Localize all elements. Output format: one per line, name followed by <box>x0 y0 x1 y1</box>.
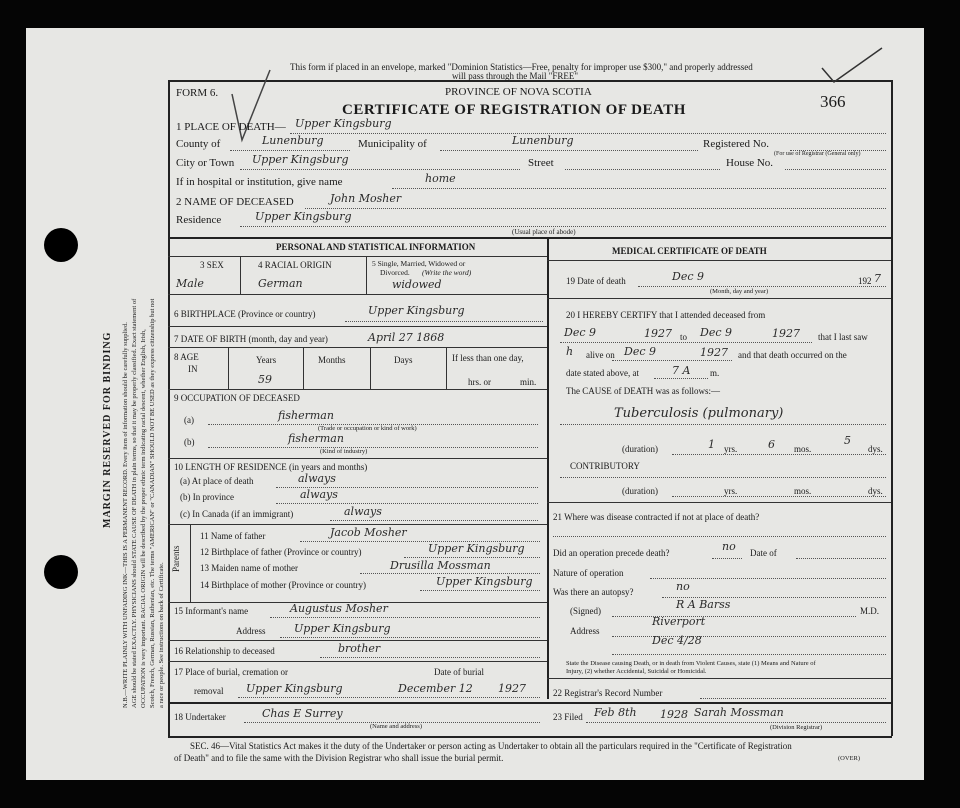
residence-note: (Usual place of abode) <box>512 228 576 236</box>
less-than-day-label: If less than one day, <box>452 353 524 363</box>
age-label-2: IN <box>188 364 198 374</box>
hospital-label: If in hospital or institution, give name <box>176 176 343 188</box>
mos-label: mos. <box>794 444 812 454</box>
attended-from-year: 1927 <box>644 327 672 340</box>
date-of-death-year-prefix: 192 <box>858 276 872 286</box>
margin-note-5: a race or people. See instructions on back of Certificate. <box>158 562 165 708</box>
sec46-line1: SEC. 46—Vital Statistics Act makes it the duty of the Undertaker or person acting as Undertaker to obtain all the particulars required in the "Certificate of Registration <box>190 741 792 751</box>
binding-hole-bottom <box>44 555 78 589</box>
duration-days-value: 5 <box>844 434 851 447</box>
last-saw-label: that I last saw <box>818 332 868 342</box>
filed-year-value: 1928 <box>660 708 688 721</box>
sec46-line2: of Death" and to file the same with the Division Registrar who shall issue the burial permit. <box>174 753 504 763</box>
province-title: PROVINCE OF NOVA SCOTIA <box>445 86 592 98</box>
autopsy-value: no <box>676 580 690 593</box>
birthplace-label: 6 BIRTHPLACE (Province or country) <box>174 309 316 319</box>
binding-hole-top <box>44 228 78 262</box>
checkmark-icon <box>818 44 888 88</box>
city-value: Upper Kingsburg <box>252 153 349 166</box>
residence-c-label: (c) In Canada (if an immigrant) <box>180 509 294 519</box>
place-of-death-label: 1 PLACE OF DEATH— <box>176 121 286 133</box>
personal-section-title: PERSONAL AND STATISTICAL INFORMATION <box>276 242 476 252</box>
name-of-deceased-value: John Mosher <box>330 192 402 205</box>
mother-name-label: 13 Maiden name of mother <box>200 563 298 573</box>
duration-label: (duration) <box>622 444 658 454</box>
age-years-label: Years <box>256 355 277 365</box>
informant-label: 15 Informant's name <box>174 606 249 616</box>
mother-name-value: Drusilla Mossman <box>390 559 491 572</box>
birthplace-value: Upper Kingsburg <box>368 304 465 317</box>
burial-year-value: 1927 <box>498 682 526 695</box>
burial-place-value: Upper Kingsburg <box>246 682 343 695</box>
violent-causes-note-1: State the Disease causing Death, or in death from Violent Causes, state (1) Means and Nature of <box>566 660 816 667</box>
occupation-b-value: fisherman <box>288 432 344 445</box>
operation-value: no <box>722 540 736 553</box>
postal-notice-line1: This form if placed in an envelope, marked "Dominion Statistics—Free, penalty for improper use $300," and properly addressed <box>290 62 753 72</box>
county-label: County of <box>176 138 221 150</box>
time-m-label: m. <box>710 368 720 378</box>
undertaker-label: 18 Undertaker <box>174 712 226 722</box>
marital-label-3: (Write the word) <box>422 268 472 277</box>
mother-birthplace-value: Upper Kingsburg <box>436 575 533 588</box>
marital-label-1: 5 Single, Married, Widowed or <box>372 259 466 268</box>
violent-causes-note-2: Injury, (2) whether Accidental, Suicidal or Homicidal. <box>566 668 707 675</box>
dob-value: April 27 1868 <box>368 331 445 344</box>
occupation-a-label: (a) <box>184 415 194 425</box>
residence-a-label: (a) At place of death <box>180 476 254 486</box>
hrs-label: hrs. or <box>468 377 491 387</box>
contributory-duration-label: (duration) <box>622 486 658 496</box>
residence-a-value: always <box>298 472 336 485</box>
registrar-note: (For use of Registrar (General only) <box>774 151 861 157</box>
contributory-mos-label: mos. <box>794 486 812 496</box>
death-occurred-label: and that death occurred on the <box>738 350 847 360</box>
residence-b-label: (b) In province <box>180 492 234 502</box>
alive-on-value: Dec 9 <box>624 345 656 358</box>
cause-of-death-label: The CAUSE of DEATH was as follows:— <box>566 386 720 396</box>
age-years-value: 59 <box>258 373 272 386</box>
alive-on-label: alive on <box>586 350 615 360</box>
attended-from-value: Dec 9 <box>564 326 596 339</box>
informant-address-value: Upper Kingsburg <box>294 622 391 635</box>
age-label-1: 8 AGE <box>174 352 199 362</box>
signed-label: (Signed) <box>570 606 601 616</box>
form-number: FORM 6. <box>176 87 219 99</box>
physician-address-label: Address <box>570 626 600 636</box>
undertaker-note: (Name and address) <box>370 723 422 730</box>
occupation-b-label: (b) <box>184 437 195 447</box>
residence-b-value: always <box>300 488 338 501</box>
margin-note-2: AGE should be stated EXACTLY. PHYSICIANS should STATE CAUSE OF DEATH in plain terms, so that it may be properly classified. Exact statement of <box>131 298 138 708</box>
contributory-yrs-label: yrs. <box>724 486 738 496</box>
filed-date-value: Feb 8th <box>594 706 637 719</box>
operation-label: Did an operation precede death? <box>553 548 670 558</box>
attended-to-year: 1927 <box>772 327 800 340</box>
hospital-value: home <box>425 172 456 185</box>
physician-sign-date: Dec 4/28 <box>652 634 702 647</box>
racial-origin-label: 4 RACIAL ORIGIN <box>258 260 332 270</box>
physician-signature: R A Barss <box>676 598 731 611</box>
dys-label: dys. <box>868 444 883 454</box>
municipality-value: Lunenburg <box>512 134 574 147</box>
division-registrar-label: (Division Registrar) <box>770 724 823 731</box>
yrs-label: yrs. <box>724 444 738 454</box>
to-label: to <box>680 332 688 342</box>
contributory-label: CONTRIBUTORY <box>570 461 640 471</box>
occupation-a-value: fisherman <box>278 409 334 422</box>
date-of-death-label: 19 Date of death <box>566 276 626 286</box>
date-of-death-value: Dec 9 <box>672 270 704 283</box>
residence-label: Residence <box>176 214 222 226</box>
frame-bottom <box>168 736 892 738</box>
physician-address-value: Riverport <box>652 615 706 628</box>
date-of-death-note: (Month, day and year) <box>710 288 769 295</box>
division-registrar-signature: Sarah Mossman <box>694 706 784 719</box>
date-stated-label: date stated above, at <box>566 368 639 378</box>
relationship-value: brother <box>338 642 381 655</box>
time-of-death-value: 7 A <box>672 364 691 377</box>
mother-birthplace-label: 14 Birthplace of mother (Province or country) <box>200 580 366 590</box>
duration-years-value: 1 <box>708 438 715 451</box>
father-birthplace-value: Upper Kingsburg <box>428 542 525 555</box>
name-of-deceased-label: 2 NAME OF DECEASED <box>176 196 294 208</box>
street-label: Street <box>528 157 554 169</box>
occupation-b-note: (Kind of industry) <box>320 448 368 455</box>
duration-months-value: 6 <box>768 438 775 451</box>
operation-date-label: Date of <box>750 548 777 558</box>
contributory-dys-label: dys. <box>868 486 883 496</box>
marital-value: widowed <box>392 278 442 291</box>
certify-label: 20 I HEREBY CERTIFY that I attended deceased from <box>566 310 766 320</box>
county-value: Lunenburg <box>262 134 324 147</box>
relationship-label: 16 Relationship to deceased <box>174 646 275 656</box>
father-name-value: Jacob Mosher <box>330 526 407 539</box>
house-no-label: House No. <box>726 157 774 169</box>
registered-no-label: Registered No. <box>703 138 769 150</box>
autopsy-label: Was there an autopsy? <box>553 587 634 597</box>
burial-label: 17 Place of burial, cremation or <box>174 667 288 677</box>
margin-reserved-label: MARGIN RESERVED FOR BINDING <box>102 331 113 528</box>
marital-label-2: Divorced. <box>380 268 410 277</box>
medical-section-title: MEDICAL CERTIFICATE OF DEATH <box>612 246 767 256</box>
registrar-record-label: 22 Registrar's Record Number <box>553 688 663 698</box>
father-name-label: 11 Name of father <box>200 531 266 541</box>
margin-note-3: OCCUPATION is very important. RACIAL ORIGIN will be described by the proper ethnic term indicating racial descent, whether English, Irish, <box>140 329 147 708</box>
sex-value: Male <box>176 277 204 290</box>
age-days-label: Days <box>394 355 413 365</box>
date-of-death-year: 7 <box>874 272 881 285</box>
informant-address-label: Address <box>236 626 266 636</box>
certificate-number: 366 <box>820 92 846 111</box>
column-divider <box>547 237 549 699</box>
burial-date-value: December 12 <box>398 682 473 695</box>
occupation-a-note: (Trade or occupation or kind of work) <box>318 425 417 432</box>
cause-of-death-value: Tuberculosis (pulmonary) <box>614 406 784 421</box>
residence-length-label: 10 LENGTH OF RESIDENCE (in years and months) <box>174 462 368 472</box>
md-label: M.D. <box>860 606 880 616</box>
over-label: (OVER) <box>838 755 861 762</box>
postal-notice-line2: will pass through the Mail "FREE" <box>452 71 579 81</box>
alive-on-year: 1927 <box>700 346 728 359</box>
filed-label: 23 Filed <box>553 712 583 722</box>
place-of-death-value: Upper Kingsburg <box>295 117 392 130</box>
sex-label: 3 SEX <box>200 260 224 270</box>
parents-label: Parents <box>171 545 181 572</box>
operation-nature-label: Nature of operation <box>553 568 624 578</box>
residence-c-value: always <box>344 505 382 518</box>
alive-prefix-value: h <box>566 345 574 358</box>
frame-right <box>891 80 893 736</box>
residence-value: Upper Kingsburg <box>255 210 352 223</box>
informant-value: Augustus Mosher <box>290 602 388 615</box>
frame-left <box>168 80 170 736</box>
burial-date-label: Date of burial <box>434 667 484 677</box>
removal-label: removal <box>194 686 224 696</box>
contracted-label: 21 Where was disease contracted if not at place of death? <box>553 512 760 522</box>
occupation-label: 9 OCCUPATION OF DECEASED <box>174 393 300 403</box>
racial-origin-value: German <box>258 277 303 290</box>
municipality-label: Municipality of <box>358 138 427 150</box>
city-label: City or Town <box>176 157 235 169</box>
attended-to-value: Dec 9 <box>700 326 732 339</box>
age-months-label: Months <box>318 355 346 365</box>
father-birthplace-label: 12 Birthplace of father (Province or country) <box>200 547 362 557</box>
margin-note-4: Scotch, French, German, Russian, Ruthenian, etc. The terms "AMERICAN" or "CANADIAN" SHOULD NOT BE USED as they express citizenship but not <box>149 298 156 708</box>
margin-note-1: N.B.—WRITE PLAINLY WITH UNFADING INK—THIS IS A PERMANENT RECORD. Every item of information should be carefully supplied. <box>122 322 129 708</box>
undertaker-value: Chas E Surrey <box>262 707 343 720</box>
min-label: min. <box>520 377 537 387</box>
dob-label: 7 DATE OF BIRTH (month, day and year) <box>174 334 328 344</box>
page-title: CERTIFICATE OF REGISTRATION OF DEATH <box>342 102 686 118</box>
